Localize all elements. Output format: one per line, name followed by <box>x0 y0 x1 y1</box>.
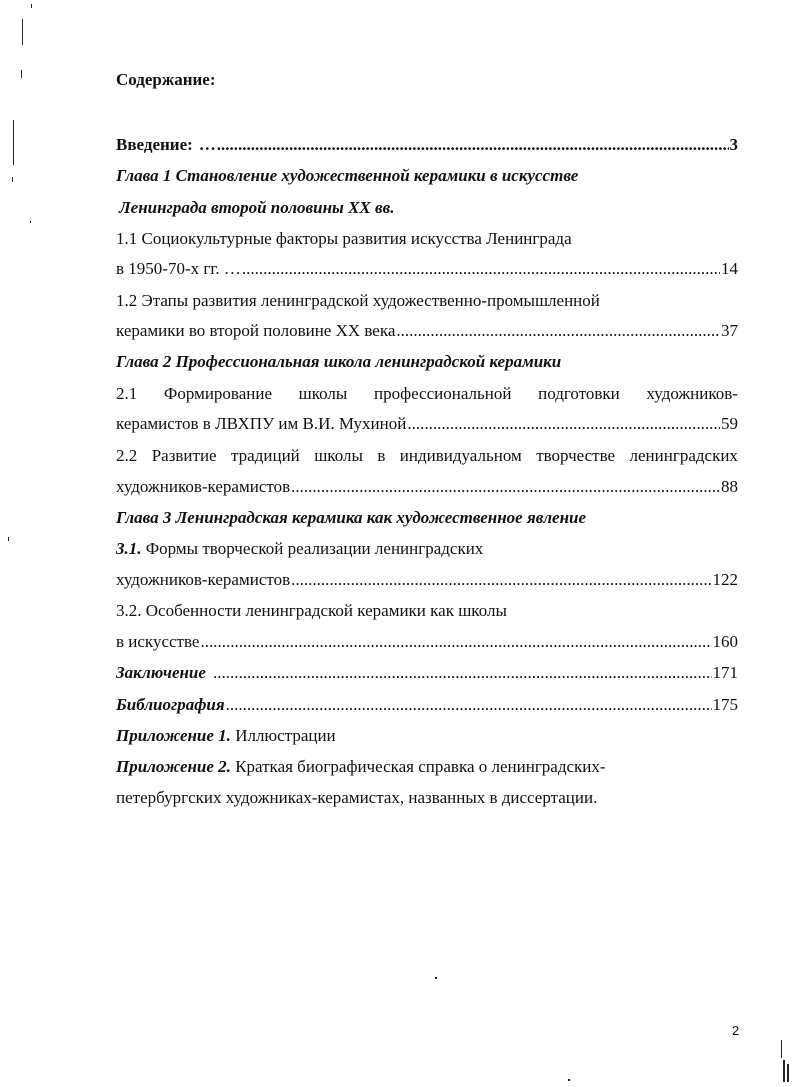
scan-mark <box>12 177 13 182</box>
toc-page-number: 14 <box>721 259 738 278</box>
scan-mark <box>31 4 32 8</box>
leader-dots <box>396 320 720 342</box>
toc-section-2-1[interactable] <box>116 383 738 405</box>
toc-entry-label: Введение: <box>116 135 193 154</box>
toc-entry-label: керамики во второй половине ХХ века <box>116 321 396 340</box>
toc-section-1-1[interactable]: 1.1 Социокультурные факторы развития искусства Ленинграда <box>116 229 572 248</box>
word: творчестве <box>536 446 616 465</box>
scan-mark <box>13 120 14 165</box>
word: Развитие <box>151 446 217 465</box>
toc-entry-appendix-2[interactable] <box>116 756 738 778</box>
toc-chapter-1-title[interactable]: Глава 1 Становление художественной керамики в искусстве <box>116 166 579 185</box>
leader-dots <box>242 258 720 280</box>
word: ленинградских <box>629 446 738 465</box>
toc-entry-label: в 1950-70-х гг. … <box>116 259 241 278</box>
toc-entry-label: керамистов в ЛВХПУ им В.И. Мухиной <box>116 414 407 433</box>
leader-dots <box>200 631 711 653</box>
toc-page-number: 88 <box>721 477 738 496</box>
toc-page-number: 3 <box>729 135 738 154</box>
toc-section-1-2[interactable]: 1.2 Этапы развития ленинградской художественно-промышленной <box>116 291 600 310</box>
word: индивидуальном <box>399 446 522 465</box>
word: 2.2 <box>116 446 138 465</box>
toc-section-2-1-cont[interactable] <box>116 413 738 435</box>
toc-section-3-2[interactable]: 3.2. Особенности ленинградской керамики как школы <box>116 601 507 620</box>
word: традиций <box>231 446 300 465</box>
toc-page-number: 59 <box>721 414 738 433</box>
toc-entry-bibliography[interactable] <box>116 694 738 716</box>
toc-entry-appendix-2-cont[interactable]: петербургских художниках-керамистах, названных в диссертации. <box>116 788 598 807</box>
toc-section-3-1-cont[interactable] <box>116 569 738 591</box>
word: профессиональной <box>373 384 512 403</box>
toc-chapter-1-title-cont[interactable]: Ленинграда второй половины ХХ вв. <box>119 198 395 217</box>
toc-section-1-2-cont[interactable] <box>116 320 738 342</box>
leader-dots <box>226 694 712 716</box>
toc-entry-label: Приложение 1. <box>116 726 231 745</box>
toc-entry-text: Краткая биографическая справка о ленинградских- <box>230 757 606 776</box>
word: школы <box>298 384 348 403</box>
scan-mark <box>30 221 31 223</box>
toc-entry-label: художников-керамистов <box>116 477 291 496</box>
toc-page-number: 175 <box>712 695 738 714</box>
toc-page-number: 122 <box>712 570 738 589</box>
toc-entry-label: Приложение 2. <box>116 757 231 776</box>
toc-entry-text: Иллюстрации <box>230 726 336 745</box>
toc-entry-ellipsis: … <box>198 135 216 154</box>
toc-chapter-3-title[interactable]: Глава 3 Ленинградская керамика как художественное явление <box>116 508 587 527</box>
toc-entry-label: в искусстве <box>116 632 200 651</box>
leader-dots <box>291 569 711 591</box>
toc-heading: Содержание: <box>116 70 216 89</box>
word: подготовки <box>538 384 620 403</box>
toc-section-2-2[interactable] <box>116 445 738 467</box>
word: в <box>377 446 386 465</box>
toc-section-1-1-cont[interactable] <box>116 258 738 280</box>
toc-entry-intro[interactable] <box>116 134 738 156</box>
scan-mark <box>21 70 22 78</box>
word: художников- <box>646 384 738 403</box>
leader-dots <box>213 662 712 684</box>
toc-page-number: 37 <box>721 321 738 340</box>
scan-mark <box>8 537 9 541</box>
toc-page-number: 160 <box>712 632 738 651</box>
scan-mark <box>783 1060 785 1082</box>
toc-entry-label: Формы творческой реализации ленинградских <box>141 539 484 558</box>
toc-entry-appendix-1[interactable] <box>116 725 738 747</box>
toc-entry-label: художников-керамистов <box>116 570 291 589</box>
scan-mark <box>568 1079 570 1081</box>
scan-mark <box>787 1064 789 1082</box>
leader-dots <box>217 134 729 156</box>
toc-section-2-2-cont[interactable] <box>116 476 738 498</box>
leader-dots <box>291 476 720 498</box>
scan-mark <box>22 19 23 45</box>
word: Формирование <box>163 384 273 403</box>
word: школы <box>314 446 363 465</box>
toc-chapter-2-title[interactable]: Глава 2 Профессиональная школа ленинградской керамики <box>116 352 562 371</box>
toc-section-3-2-cont[interactable] <box>116 631 738 653</box>
toc-page-number: 171 <box>712 663 738 682</box>
page-number: 2 <box>732 1023 740 1038</box>
toc-section-number: 3.1. <box>116 539 142 558</box>
leader-dots <box>407 413 720 435</box>
scan-mark <box>781 1040 782 1058</box>
toc-entry-label: Заключение <box>116 663 206 682</box>
toc-section-3-1[interactable] <box>116 538 738 560</box>
scan-mark <box>435 977 437 979</box>
toc-entry-conclusion[interactable] <box>116 662 738 684</box>
toc-entry-label: Библиография <box>116 695 225 714</box>
word: 2.1 <box>116 384 138 403</box>
